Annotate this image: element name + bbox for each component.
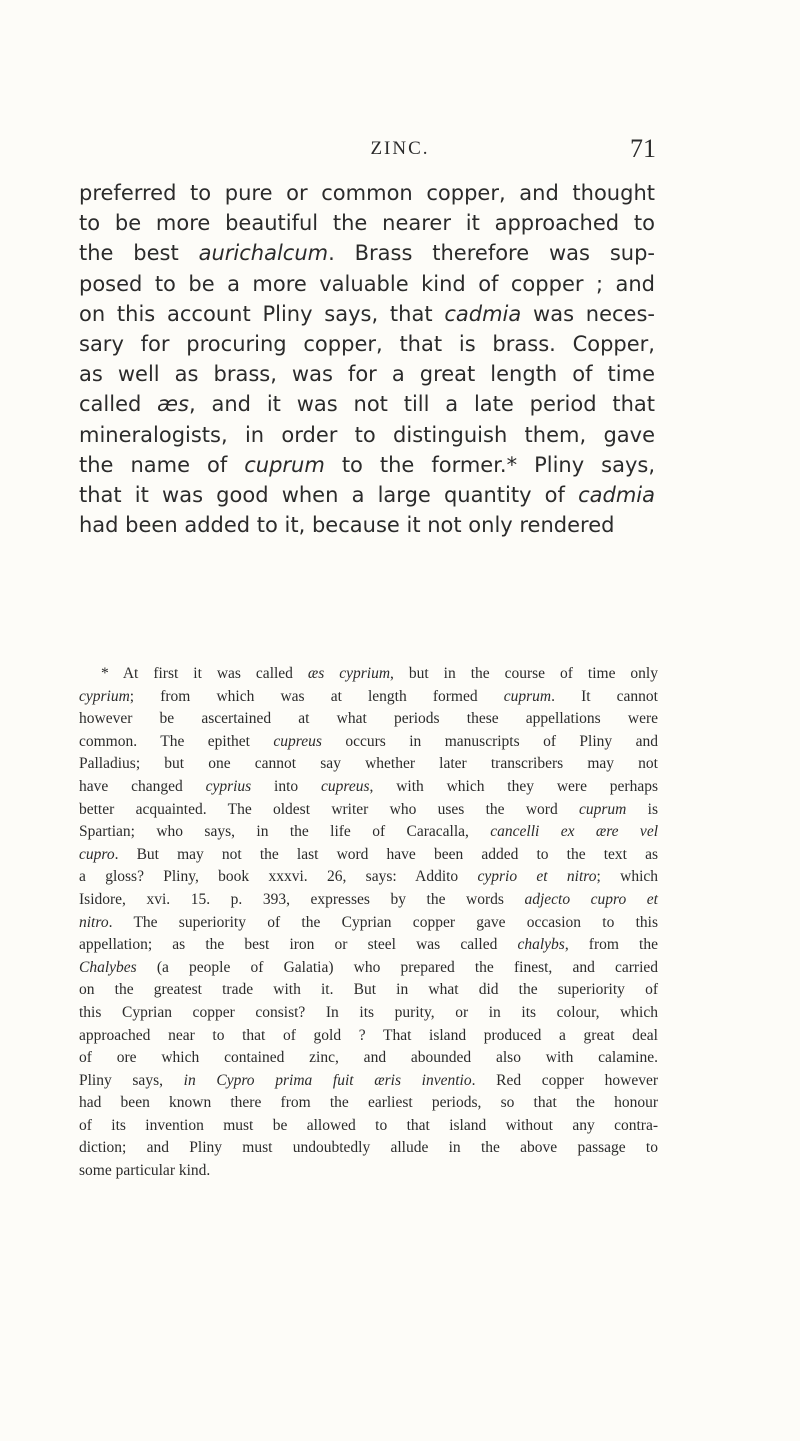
footnote-line: nitro. The superiority of the Cyprian copper gave occasion to this [79, 913, 658, 931]
footnote-line: of ore which contained zinc, and abounded also with calamine. [79, 1049, 658, 1067]
text-line: to be more beautiful the nearer it approached to [79, 211, 655, 236]
page-header [0, 132, 800, 172]
footnote-line: Palladius; but one cannot say whether later transcribers may not [79, 755, 658, 773]
footnote-line: approached near to that of gold ? That island produced a great deal [79, 1026, 658, 1044]
footnote-line: Chalybes (a people of Galatia) who prepared the finest, and carried [79, 958, 658, 976]
text-line: that it was good when a large quantity of cadmia [79, 482, 655, 507]
footnote-line: of its invention must be allowed to that island without any contra- [79, 1116, 658, 1134]
text-line: the name of cuprum to the former.* Pliny says, [79, 452, 655, 477]
footnote-line: this Cyprian copper consist? In its purity, or in its colour, which [79, 1003, 658, 1021]
footnote-line: appellation; as the best iron or steel was called chalybs, from the [79, 936, 658, 954]
footnote-line: however be ascertained at what periods these appellations were [79, 710, 658, 728]
footnote-line: have changed cyprius into cupreus, with which they were perhaps [79, 777, 658, 795]
footnote-line: had been known there from the earliest periods, so that the honour [79, 1094, 658, 1112]
text-line: mineralogists, in order to distinguish them, gave [79, 422, 655, 447]
page-number: 71 [630, 134, 656, 163]
footnote-line: better acquainted. The oldest writer who uses the word cuprum is [79, 800, 658, 818]
text-line: sary for procuring copper, that is brass. Copper, [79, 331, 655, 356]
footnote [79, 663, 658, 1183]
text-line: called æs, and it was not till a late period that [79, 392, 655, 417]
text-line: preferred to pure or common copper, and thought [79, 181, 655, 205]
footnote-line: Spartian; who says, in the life of Caracalla, cancelli ex ære vel [79, 823, 659, 841]
footnote-line: on the greatest trade with it. But in what did the superiority of [79, 981, 658, 999]
footnote-line: cyprium; from which was at length formed cuprum. It cannot [79, 687, 658, 705]
footnote-line: cupro. But may not the last word have been added to the text as [79, 845, 658, 863]
text-line: on this account Pliny says, that cadmia was neces- [79, 301, 655, 326]
text-line: posed to be a more valuable kind of copper ; and [79, 271, 655, 296]
footnote-line: Pliny says, in Cypro prima fuit æris inventio. Red copper however [79, 1071, 658, 1089]
main-paragraph [79, 178, 655, 540]
text-line: the best aurichalcum. Brass therefore was sup- [79, 241, 655, 266]
footnote-line: common. The epithet cupreus occurs in manuscripts of Pliny and [79, 732, 658, 750]
text-line: as well as brass, was for a great length of time [79, 362, 655, 387]
footnote-line: some particular kind. [79, 1162, 211, 1180]
footnote-line: Isidore, xvi. 15. p. 393, expresses by the words adjecto cupro et [79, 890, 658, 908]
running-head: ZINC. [370, 138, 430, 159]
footnote-line: * At first it was called æs cyprium, but in the course of time only [101, 665, 658, 682]
text-line: had been added to it, because it not only rendered [79, 513, 615, 538]
footnote-line: diction; and Pliny must undoubtedly allude in the above passage to [79, 1139, 658, 1157]
footnote-line: a gloss? Pliny, book xxxvi. 26, says: Addito cyprio et nitro; which [79, 868, 658, 886]
